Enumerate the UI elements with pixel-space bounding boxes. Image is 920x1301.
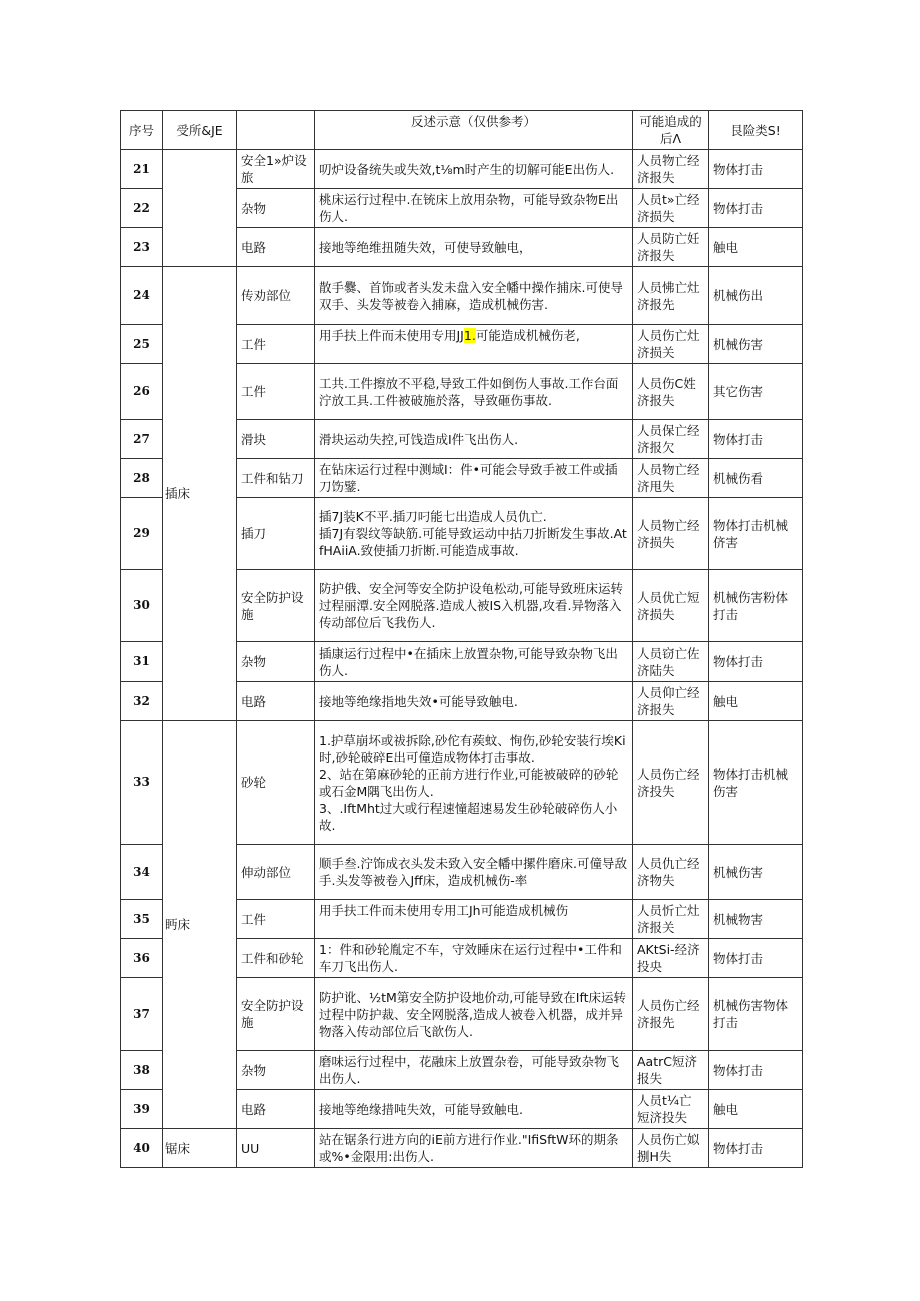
row-type: 其它伤害 bbox=[709, 364, 803, 420]
highlight-mark: 1. bbox=[463, 328, 476, 343]
header-desc: 反述示意（仅供参考） bbox=[315, 111, 633, 150]
row-result: 人员忻亡灶济报关 bbox=[633, 900, 709, 939]
header-type: 艮险类S! bbox=[709, 111, 803, 150]
header-location: 受所&JE bbox=[163, 111, 237, 150]
row-result: 人员伤亡灶济损关 bbox=[633, 325, 709, 364]
row-no: 21 bbox=[121, 150, 163, 189]
device-cell-saw: 锯床 bbox=[163, 1129, 237, 1168]
row-result: 人员伤C姓济报失 bbox=[633, 364, 709, 420]
row-type: 触电 bbox=[709, 228, 803, 267]
row-type: 触电 bbox=[709, 1090, 803, 1129]
table-row bbox=[121, 1129, 803, 1168]
row-result: 人员物亡经济损失 bbox=[633, 498, 709, 570]
row-result: 人员t»亡经济损失 bbox=[633, 189, 709, 228]
row-desc: 用手扶工件而未使用专用工Jh可能造成机械伤 bbox=[315, 900, 633, 939]
header-seq: 序号 bbox=[121, 111, 163, 150]
row-result: 人员仰亡经济报失 bbox=[633, 682, 709, 721]
desc-line: 3、.IftMht过大或行程速憧超速易发生砂轮破碎伤人小故. bbox=[319, 800, 618, 833]
row-result: 人员怫亡灶济报先 bbox=[633, 267, 709, 325]
row-type: 机械伤害物体打击 bbox=[709, 978, 803, 1051]
row-sub: 插刀 bbox=[237, 498, 315, 570]
table-row bbox=[121, 721, 803, 845]
desc-line: 插7J有裂纹等缺筋.可能导致运动中拈刀折断发生事故.AtfHAiiA.致使插刀折断.可能造成事故. bbox=[319, 526, 627, 558]
row-sub: 杂物 bbox=[237, 189, 315, 228]
row-type: 物体打击 bbox=[709, 420, 803, 459]
row-no: 32 bbox=[121, 682, 163, 721]
row-sub: 工件 bbox=[237, 325, 315, 364]
row-sub: 伸动部位 bbox=[237, 845, 315, 900]
device-cell-empty bbox=[163, 150, 237, 267]
row-desc: 插康运行过程中•在插床上放置杂物,可能导致杂物飞出伤人. bbox=[315, 642, 633, 682]
device-cell-planer: 插床 bbox=[163, 267, 237, 721]
desc-line: 1.护草崩坏或祓拆除,砂佗有蒺蚊、恂伤,砂轮安装行埃Ki时,砂轮破碎E出可僮造成物体打击事故. bbox=[319, 732, 626, 765]
row-type: 机械伤害 bbox=[709, 325, 803, 364]
row-no: 34 bbox=[121, 845, 163, 900]
row-sub: UU bbox=[237, 1129, 315, 1168]
row-sub: 工件和砂轮 bbox=[237, 939, 315, 978]
row-no: 22 bbox=[121, 189, 163, 228]
row-sub: 杂物 bbox=[237, 642, 315, 682]
row-sub: 传劝部位 bbox=[237, 267, 315, 325]
row-desc bbox=[315, 325, 633, 364]
row-no: 31 bbox=[121, 642, 163, 682]
row-result: 人员t¼亡短济投失 bbox=[633, 1090, 709, 1129]
row-sub: 工件和钻刀 bbox=[237, 459, 315, 498]
row-result: 人员保亡经济报欠 bbox=[633, 420, 709, 459]
row-type: 机械伤出 bbox=[709, 267, 803, 325]
row-type: 机械伤害 bbox=[709, 845, 803, 900]
row-type: 机械物害 bbox=[709, 900, 803, 939]
row-no: 30 bbox=[121, 570, 163, 642]
row-result: 人员伤亡经济投失 bbox=[633, 721, 709, 845]
row-desc: 接地等绝缘措吨失效，可能导致触电. bbox=[315, 1090, 633, 1129]
row-result: 人员仇亡经济物失 bbox=[633, 845, 709, 900]
header-blank bbox=[237, 111, 315, 150]
table-row bbox=[121, 150, 803, 189]
row-sub: 电路 bbox=[237, 682, 315, 721]
row-type: 物体打击机械伤害 bbox=[709, 721, 803, 845]
row-desc bbox=[315, 498, 633, 570]
row-desc: 叨炉设备统失或失效,t⅛m时产生的切解可能E出伤人. bbox=[315, 150, 633, 189]
row-desc: 防护俄、安全河等安全防护设龟松动,可能导致班床运转过程丽潭.安全网脱落.造成人被IS入机器,攻看.异物落入传动部位后飞我伤人. bbox=[315, 570, 633, 642]
row-type: 机械伤看 bbox=[709, 459, 803, 498]
row-sub: 砂轮 bbox=[237, 721, 315, 845]
row-desc: 站在锯条行进方向的iE前方进行作业."IfiSftW环的期条或%•金限用:出伤人. bbox=[315, 1129, 633, 1168]
row-no: 36 bbox=[121, 939, 163, 978]
row-no: 27 bbox=[121, 420, 163, 459]
desc-line: 插7J装K不平.插刀叼能七出造成人员仇亡. bbox=[319, 509, 547, 524]
row-type: 物体打击 bbox=[709, 642, 803, 682]
row-result: 人员防亡妊济报失 bbox=[633, 228, 709, 267]
row-type: 物体打击机械侪害 bbox=[709, 498, 803, 570]
row-sub: 安全防护设施 bbox=[237, 978, 315, 1051]
row-sub: 安全防护设施 bbox=[237, 570, 315, 642]
row-type: 物体打击 bbox=[709, 150, 803, 189]
row-type: 物体打击 bbox=[709, 939, 803, 978]
row-result: 人员物亡经济甩失 bbox=[633, 459, 709, 498]
row-type: 触电 bbox=[709, 682, 803, 721]
hazard-table bbox=[120, 110, 803, 1168]
header-row bbox=[121, 111, 803, 150]
row-type: 机械伤害粉体打击 bbox=[709, 570, 803, 642]
row-result: 人员伤亡姒捌H失 bbox=[633, 1129, 709, 1168]
row-desc: 散手爨、首饰或者头发未盘入安全幡中操作捕床.可使导双手、头发等被卷入捕麻，造成机械伤害. bbox=[315, 267, 633, 325]
row-no: 39 bbox=[121, 1090, 163, 1129]
row-sub: 工件 bbox=[237, 364, 315, 420]
row-result: 人员伤亡经济报先 bbox=[633, 978, 709, 1051]
row-desc: 工共.工件擦放不平稳,导致工件如倒伤人事故.工作台面泞放工具.工件被破施於落，导致砸伤事故. bbox=[315, 364, 633, 420]
row-no: 38 bbox=[121, 1051, 163, 1090]
row-desc: 顺手叁.泞饰成衣头发未致入安全幡中摞件磨床.可僮导敌手.头发等被卷入Jff床，造成机械伤-率 bbox=[315, 845, 633, 900]
row-no: 40 bbox=[121, 1129, 163, 1168]
desc-part: 可能造成机械伤老, bbox=[475, 328, 580, 343]
row-no: 33 bbox=[121, 721, 163, 845]
row-desc bbox=[315, 721, 633, 845]
row-result: 人员窃亡佐济陆失 bbox=[633, 642, 709, 682]
row-desc: 防护讹、½tM第安全防护设地价动,可能导致在Ift床运转过程中防护裁、安全网脱落,造成人被卷入机器，成并异物落入传动部位后飞歆伤人. bbox=[315, 978, 633, 1051]
row-sub: 电路 bbox=[237, 1090, 315, 1129]
row-desc: 1：件和砂轮胤定不车，守效睡床在运行过程中•工件和车刀飞出伤人. bbox=[315, 939, 633, 978]
header-result: 可能追成的后Λ bbox=[633, 111, 709, 150]
row-desc: 在钻床运行过程中测域I：件•可能会导致手被工件或插刀饬鐾. bbox=[315, 459, 633, 498]
row-result: AatrC短济报失 bbox=[633, 1051, 709, 1090]
row-type: 物体打击 bbox=[709, 1129, 803, 1168]
row-sub: 工件 bbox=[237, 900, 315, 939]
row-type: 物体打击 bbox=[709, 1051, 803, 1090]
row-sub: 滑块 bbox=[237, 420, 315, 459]
row-sub: 安全1»炉设旅 bbox=[237, 150, 315, 189]
row-no: 29 bbox=[121, 498, 163, 570]
row-result: 人员优亡短济损失 bbox=[633, 570, 709, 642]
row-desc: 桃床运行过程中.在铳床上放用杂物，可能导致杂物E出伤人. bbox=[315, 189, 633, 228]
table-row bbox=[121, 267, 803, 325]
row-no: 37 bbox=[121, 978, 163, 1051]
row-no: 35 bbox=[121, 900, 163, 939]
row-desc: 磨味运行过程中，花融床上放置杂卷，可能导致杂物飞出伤人. bbox=[315, 1051, 633, 1090]
row-desc: 接地等绝缘指地失效•可能导致触电. bbox=[315, 682, 633, 721]
device-cell-grinder: 眄床 bbox=[163, 721, 237, 1129]
row-result: AKtSi-经济投央 bbox=[633, 939, 709, 978]
row-type: 物体打击 bbox=[709, 189, 803, 228]
row-desc: 接地等绝维扭随失效，可使导致触电， bbox=[315, 228, 633, 267]
row-no: 28 bbox=[121, 459, 163, 498]
row-no: 26 bbox=[121, 364, 163, 420]
row-no: 23 bbox=[121, 228, 163, 267]
desc-line: 2、站在第麻砂轮的正前方进行作业,可能被破碎的砂轮或石金M隅飞出伤人. bbox=[319, 766, 619, 799]
row-no: 24 bbox=[121, 267, 163, 325]
row-sub: 电路 bbox=[237, 228, 315, 267]
row-sub: 杂物 bbox=[237, 1051, 315, 1090]
desc-part: 用手扶上件而未使用专用JJ bbox=[319, 328, 464, 343]
row-result: 人员物亡经济报失 bbox=[633, 150, 709, 189]
row-no: 25 bbox=[121, 325, 163, 364]
row-desc: 滑块运动失控,可饯造成I件飞出伤人. bbox=[315, 420, 633, 459]
